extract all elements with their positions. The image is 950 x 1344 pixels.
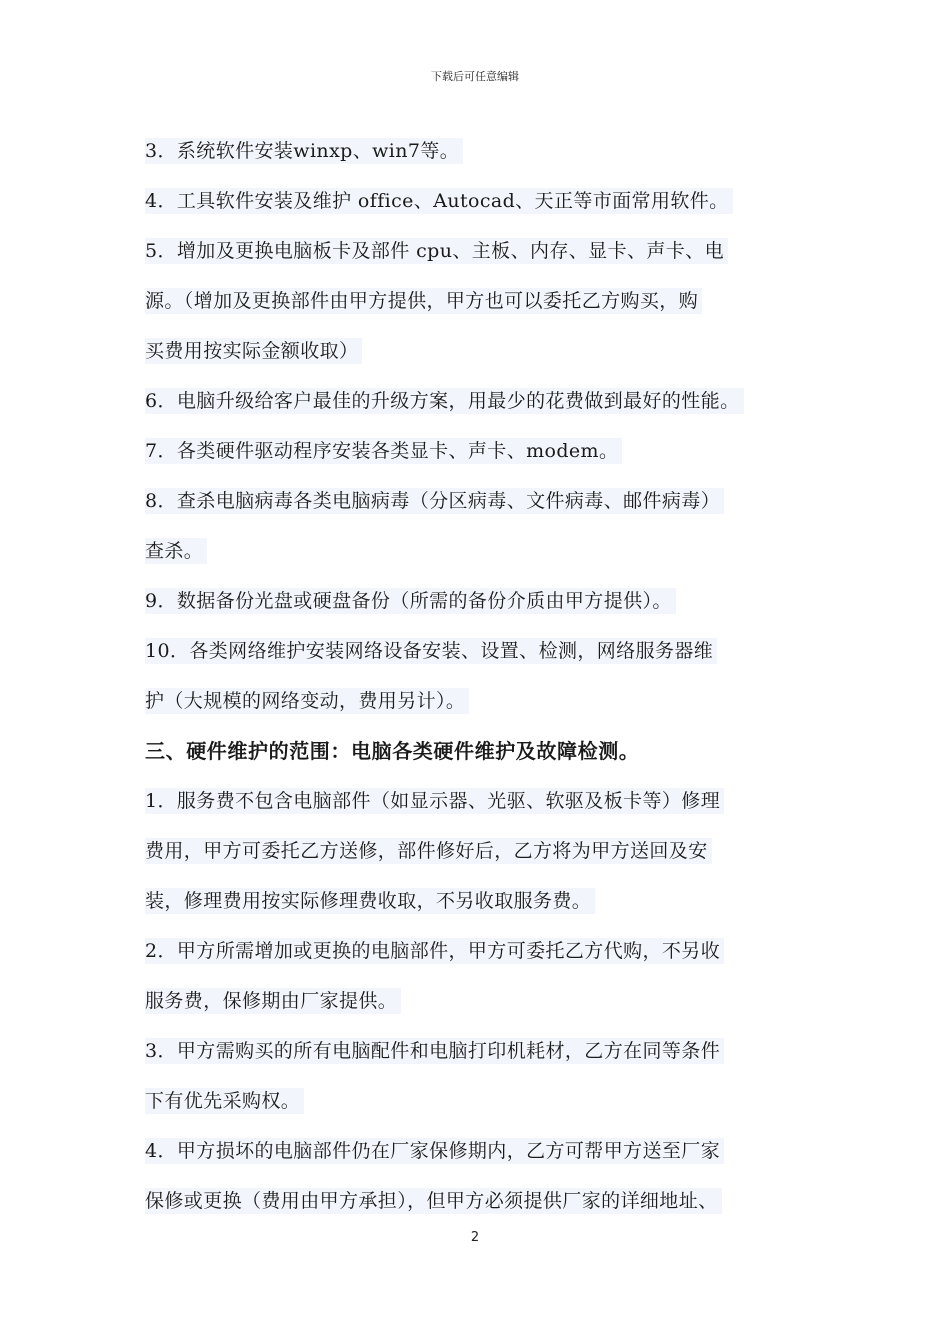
line-text: 买费用按实际金额收取）	[145, 338, 362, 364]
line-text: 下有优先采购权。	[145, 1088, 304, 1114]
paragraph-line	[145, 626, 845, 676]
page-header: 下载后可任意编辑	[431, 70, 519, 83]
paragraph-line	[145, 1176, 845, 1226]
section-heading	[145, 726, 845, 776]
paragraph-line	[145, 1126, 845, 1176]
line-text: 2．甲方所需增加或更换的电脑部件，甲方可委托乙方代购，不另收	[145, 938, 724, 964]
document-body	[145, 126, 845, 1226]
page-number: 2	[470, 1230, 480, 1245]
paragraph-line	[145, 526, 845, 576]
paragraph-line	[145, 476, 845, 526]
paragraph-line	[145, 276, 845, 326]
line-text: 查杀。	[145, 538, 207, 564]
line-text: 5．增加及更换电脑板卡及部件 cpu、主板、内存、显卡、声卡、电	[145, 238, 728, 264]
line-text: 护（大规模的网络变动，费用另计）。	[145, 688, 469, 714]
paragraph-line	[145, 926, 845, 976]
paragraph-line	[145, 1076, 845, 1126]
line-text: 装，修理费用按实际修理费收取，不另收取服务费。	[145, 888, 595, 914]
paragraph-line	[145, 226, 845, 276]
line-text: 服务费，保修期由厂家提供。	[145, 988, 401, 1014]
line-text: 4．工具软件安装及维护 office、Autocad、天正等市面常用软件。	[145, 188, 733, 214]
line-text: 4．甲方损坏的电脑部件仍在厂家保修期内，乙方可帮甲方送至厂家	[145, 1138, 724, 1164]
paragraph-line	[145, 776, 845, 826]
line-text: 源。（增加及更换部件由甲方提供，甲方也可以委托乙方购买，购	[145, 288, 702, 314]
line-text: 7．各类硬件驱动程序安装各类显卡、声卡、modem。	[145, 438, 622, 464]
paragraph-line	[145, 176, 845, 226]
paragraph-line	[145, 876, 845, 926]
paragraph-line	[145, 126, 845, 176]
line-text: 保修或更换（费用由甲方承担），但甲方必须提供厂家的详细地址、	[145, 1188, 722, 1214]
paragraph-line	[145, 976, 845, 1026]
line-text: 10．各类网络维护安装网络设备安装、设置、检测，网络服务器维	[145, 638, 717, 664]
paragraph-line	[145, 426, 845, 476]
paragraph-line	[145, 1026, 845, 1076]
paragraph-line	[145, 826, 845, 876]
line-text: 费用，甲方可委托乙方送修，部件修好后，乙方将为甲方送回及安	[145, 838, 712, 864]
paragraph-line	[145, 326, 845, 376]
section-heading-text: 三、硬件维护的范围：电脑各类硬件维护及故障检测。	[145, 739, 640, 763]
paragraph-line	[145, 376, 845, 426]
line-text: 1．服务费不包含电脑部件（如显示器、光驱、软驱及板卡等）修理	[145, 788, 724, 814]
line-text: 8．查杀电脑病毒各类电脑病毒（分区病毒、文件病毒、邮件病毒）	[145, 488, 724, 514]
line-text: 3．系统软件安装winxp、win7等。	[145, 138, 463, 164]
line-text: 3．甲方需购买的所有电脑配件和电脑打印机耗材，乙方在同等条件	[145, 1038, 724, 1064]
paragraph-line	[145, 576, 845, 626]
line-text: 9．数据备份光盘或硬盘备份（所需的备份介质由甲方提供）。	[145, 588, 676, 614]
paragraph-line	[145, 676, 845, 726]
line-text: 6．电脑升级给客户最佳的升级方案，用最少的花费做到最好的性能。	[145, 388, 744, 414]
